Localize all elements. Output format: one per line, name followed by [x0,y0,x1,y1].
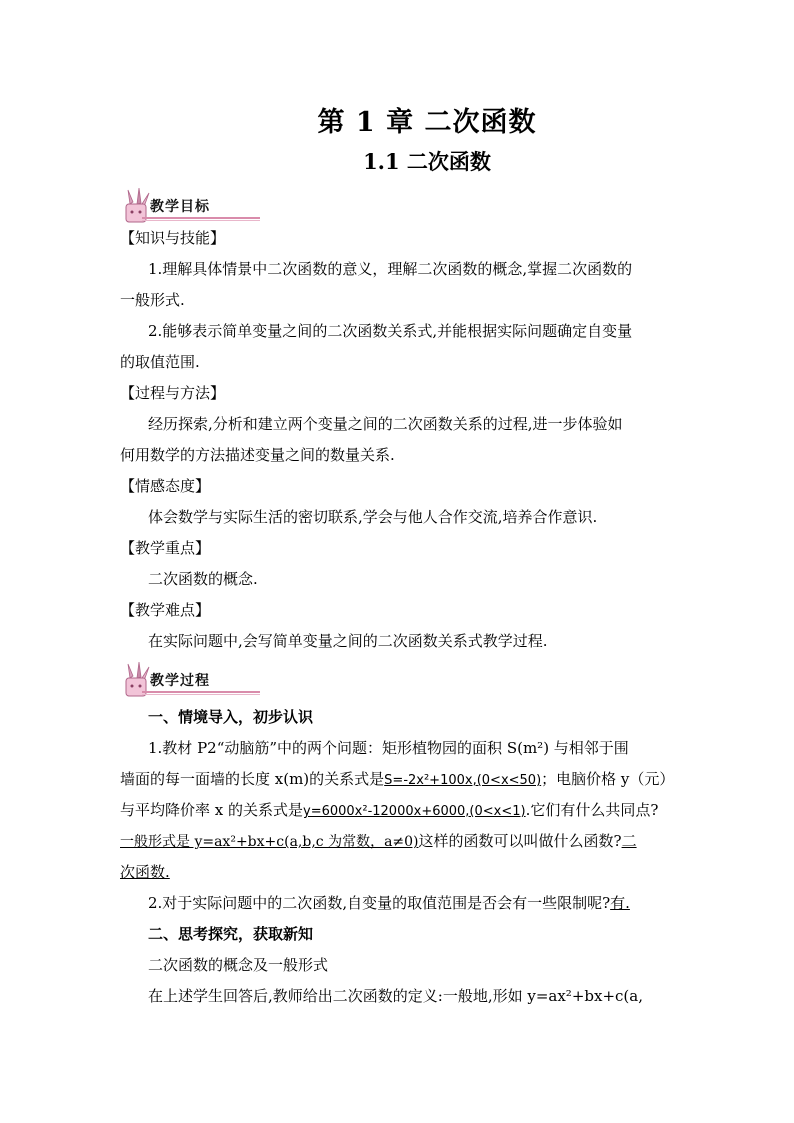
part1-line-2-text: 墙面的每一面墙的长度 x(m)的关系式是 [120,770,385,788]
knowledge-item-1a: 1.理解具体情景中二次函数的意义，理解二次函数的概念,掌握二次函数的 [148,260,633,278]
process-banner [120,660,290,700]
part2-heading: 二、思考探究，获取新知 [148,925,314,943]
part1-line-2-tail: ；电脑价格 y（元） [541,770,675,788]
part1-line-3 [120,799,658,823]
answer-formula-s: S=-2x²+100x,(0<x<50) [384,773,542,788]
goals-banner [120,186,290,226]
knowledge-item-2b: 的取值范围. [120,353,200,371]
part1-line-5 [120,861,170,883]
part1-line-1: 1.教材 P2“动脑筋”中的两个问题：矩形植物园的面积 S(m²) 与相邻于围 [148,739,629,757]
key-point-heading: 【教学重点】 [120,539,211,557]
method-text-a: 经历探索,分析和建立两个变量之间的二次函数关系的过程,进一步体验如 [148,415,623,433]
method-text-b: 何用数学的方法描述变量之间的数量关系. [120,446,395,464]
chapter-title: 第 1 章 二次函数 [317,107,537,138]
answer-quadratic-a: 二 [621,832,637,850]
knowledge-heading: 【知识与技能】 [120,229,226,247]
banner-underline [142,690,260,697]
part1-line-4 [120,830,637,853]
question-2-text: 2.对于实际问题中的二次函数,自变量的取值范围是否会有一些限制呢? [148,894,611,912]
section-title: 1.1 二次函数 [363,149,491,174]
answer-general-form: 一般形式是 y=ax²+bx+c(a,b,c 为常数，a≠0) [120,834,419,850]
part1-line-2 [120,768,674,792]
process-banner-label: 教学过程 [150,673,210,689]
knowledge-item-2a: 2.能够表示简单变量之间的二次函数关系式,并能根据实际问题确定自变量 [148,322,633,340]
attitude-text: 体会数学与实际生活的密切联系,学会与他人合作交流,培养合作意识. [148,508,598,526]
part1-line-4-text: 这样的函数可以叫做什么函数? [418,832,622,850]
part2-text: 在上述学生回答后,教师给出二次函数的定义:一般地,形如 y=ax²+bx+c(a, [148,987,643,1005]
answer-formula-y: y=6000x²-12000x+6000,(0<x<1) [303,804,526,819]
difficulty-heading: 【教学难点】 [120,601,211,619]
key-point-text: 二次函数的概念. [148,570,258,588]
part1-line-3-tail: .它们有什么共同点? [525,801,659,819]
method-heading: 【过程与方法】 [120,384,226,402]
answer-yes: 有. [610,894,630,912]
difficulty-text: 在实际问题中,会写简单变量之间的二次函数关系式教学过程. [148,632,548,650]
answer-quadratic-b: 次函数. [120,863,170,881]
attitude-heading: 【情感态度】 [120,477,211,495]
part1-question-2 [148,892,630,914]
goals-banner-label: 教学目标 [150,199,210,215]
part2-subheading: 二次函数的概念及一般形式 [148,956,329,974]
banner-underline [142,216,260,223]
part1-line-3-text: 与平均降价率 x 的关系式是 [120,801,303,819]
part1-heading: 一、情境导入，初步认识 [148,708,314,726]
knowledge-item-1b: 一般形式. [120,291,185,309]
